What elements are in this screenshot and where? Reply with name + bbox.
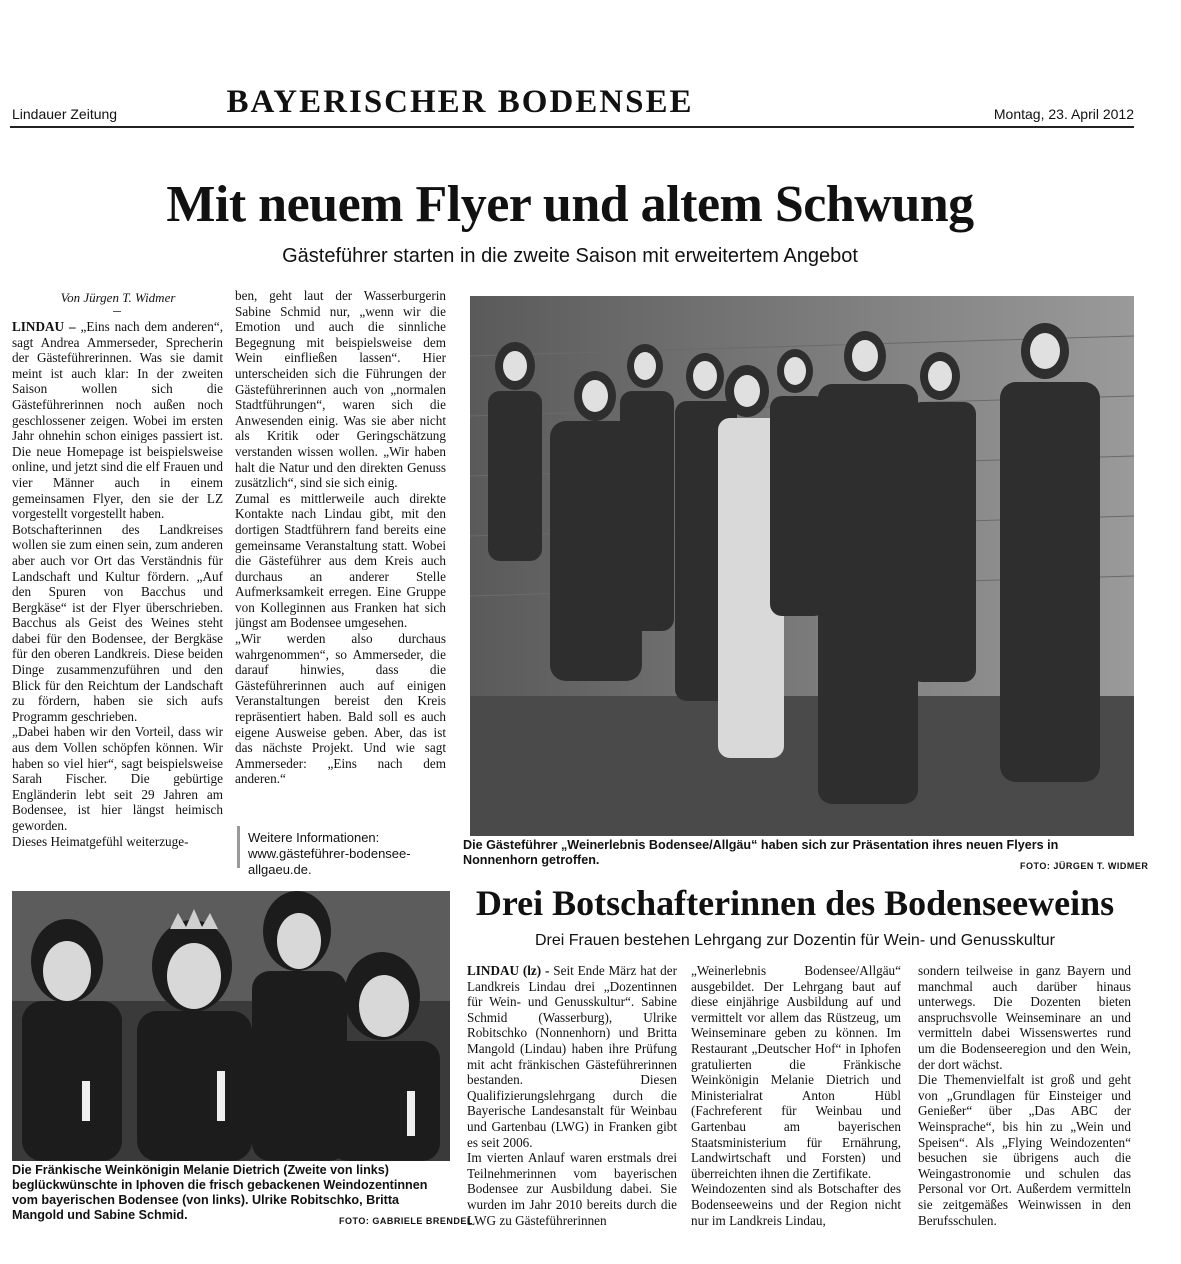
byline-ornament xyxy=(113,311,121,313)
article1-column-2 xyxy=(235,288,446,808)
issue-date: Montag, 23. April 2012 xyxy=(993,106,1134,122)
article2-photo-credit: FOTO: GABRIELE BRENDEL xyxy=(339,1216,473,1226)
group-photo xyxy=(470,296,1134,836)
article1-dateline: LINDAU – xyxy=(12,319,81,334)
article2-column-2 xyxy=(691,963,901,1233)
article1-subhead: Gästeführer starten in die zweite Saison mit erweitertem Angebot xyxy=(282,245,858,267)
info-bar xyxy=(237,826,240,868)
more-info-link[interactable]: Weitere Informationen: www.gästeführer-bodensee-allgaeu.de. xyxy=(248,830,411,877)
newspaper-name: Lindauer Zeitung xyxy=(12,106,118,122)
article2-dateline: LINDAU (lz) - xyxy=(467,963,554,978)
header-rule xyxy=(10,126,1134,128)
article2-column-1-text: Seit Ende März hat der Landkreis Lindau drei „Dozentinnen für Wein- und Genusskultur“. Sabine Schmid (Wasserburg), Ulrike Robitschko (Nonnenhorn) und Britta Mangold (Lindau) haben ihre Prüfung mit acht fränkischen Gästeführerinnen bestanden. Diesen Qualifizierungslehrgang durch die Bayerische Landesanstalt für Weinbau und Gartenbau (LWG) in Franken gibt es seit 2006. Im vierten Anlauf waren erstmals drei Teilnehmerinnen vom bayerischen Bodensee zur Ausbildung dabei. Sie wurden im Jahr 2010 bereits durch die LWG zu Gästeführerinnen xyxy=(467,963,677,1228)
article1-column-1 xyxy=(12,319,223,874)
wine-queen-photo xyxy=(12,891,450,1161)
section-title: BAYERISCHER BODENSEE xyxy=(226,84,694,120)
article2-column-2-text: „Weinerlebnis Bodensee/Allgäu“ ausgebildet. Der Lehrgang baut auf diese einjährige Ausbildung auf und vermittelt vor allem das Rüstzeug, um Weinseminare geben zu können. Im Restaurant „Deutscher Hof“ in Iphofen gratulierten die Fränkische Weinkönigin Melanie Dietrich und Ministerialrat Anton Hübl (Fachreferent für Weinbau und Gartenbau am bayerischen Staatsministerium für Ernährung, Landwirtschaft und Forsten) und überreichten ihnen die Zertifikate. Weindozenten sind als Botschafter des Bodenseeweins und der Region nicht nur im Landkreis Lindau, xyxy=(691,963,901,1228)
article1-headline: Mit neuem Flyer und altem Schwung xyxy=(166,176,974,233)
article2-headline: Drei Botschafterinnen des Bodenseeweins xyxy=(475,883,1115,923)
article2-column-1 xyxy=(467,963,677,1233)
article1-column-1-text: „Eins nach dem anderen“, sagt Andrea Ammerseder, Sprecherin der Gästeführerinnen. Was sie damit meint ist auch klar: In der zweiten Saison wollen sich die Gästeführerinnen noch außen noch geschlossener zeigen. Wobei im ersten Jahr ohnehin schon einiges passiert ist. Die neue Homepage ist beispielsweise online, und jetzt sind die elf Frauen und vier Männer auch in einem gemeinsamen Flyer, den sie der LZ vorgestellt vorgestellt haben. Botschafterinnen des Landkreises wollen sie zum einen sein, zum anderen aber auch vor Ort das Verständnis für Landschaft und Kultur fördern. „Auf den Spuren von Bacchus und Bergkäse“ ist der Flyer überschrieben. Bacchus als Geist des Weines steht dabei für den Bodensee, der Bergkäse für den oberen Landkreis. Diese beiden Dinge zusammenzuführen und den Blick für den Reichtum der Landschaft zu fördern, haben sie sich aufs Programm geschrieben. „Dabei haben wir den Vorteil, dass wir aus dem Vollen schöpfen können. Wir haben so viel hier“, sagt beispielsweise Sarah Fischer. Die gebürtige Engländerin lebt seit 29 Jahren am Bodensee, ist hier längst heimisch geworden. Dieses Heimatgefühl weiterzuge- xyxy=(12,319,223,849)
article1-byline: Von Jürgen T. Widmer xyxy=(60,290,176,305)
article2-subhead: Drei Frauen bestehen Lehrgang zur Dozentin für Wein- und Genusskultur xyxy=(535,932,1055,949)
article1-photo-credit: FOTO: JÜRGEN T. WIDMER xyxy=(1020,861,1149,871)
article2-column-3-text: sondern teilweise in ganz Bayern und manchmal auch darüber hinaus unterwegs. Die Dozenten bieten anspruchsvolle Weinseminare an und vermitteln dabei Wissenswertes rund um die Bodenseeregion und den Wein, der dort wächst. Die Themenvielfalt ist groß und geht von „Grundlagen für Einsteiger und Genießer“ über „Das ABC der Weinsprache“, bis hin zu „Wein und Speisen“. Als „Flying Weindozenten“ besuchen sie übrigens auch die Weingastronomie und schulen das Personal vor Ort. Außerdem vermitteln sie zeitgemäßes Weinwissen in den Berufsschulen. xyxy=(918,963,1131,1228)
article2-column-3 xyxy=(918,963,1131,1233)
article1-photo-caption: Die Gästeführer „Weinerlebnis Bodensee/Allgäu“ haben sich zur Präsentation ihres neuen Flyers in Nonnenhorn getroffen. xyxy=(463,838,1059,867)
article2-photo-caption: Die Fränkische Weinkönigin Melanie Dietrich (Zweite von links) beglückwünschte in Iphoven die frisch gebackenen Weindozentinnen vom bayerischen Bodensee (von links). Ulrike Robitschko, Britta Mangold und Sabine Schmid. xyxy=(12,1163,428,1222)
article1-column-2-text: ben, geht laut der Wasserburgerin Sabine Schmid nur, „wenn wir die Emotion und auch die sinnliche Begegnung mit beispielsweise dem Wein einfließen lassen“. Hier unterscheiden sich die Führungen der Gästeführerinnen auch von „normalen Stadtführungen“, waren sich die Anwesenden einig. Was sie aber nicht als Kritik oder Geringschätzung verstanden wissen wollen. „Wir haben halt die Natur und den direkten Genuss zusätzlich“, sind sie sich einig. Zumal es mittlerweile auch direkte Kontakte nach Lindau gibt, mit den dortigen Stadtführern fand bereits eine gemeinsame Veranstaltung statt. Wobei die Gästeführer aus dem Kreis auch durchaus an anderer Stelle Aufmerksamkeit erregen. Eine Gruppe von Kolleginnen aus Franken hat sich jüngst am Bodensee umgesehen. „Wir werden also durchaus wahrgenommen“, so Ammerseder, die darauf hinwies, dass die Gästeführerinnen auch auf einigen Veranstaltungen bereist den Kreis repräsentiert haben. Bald soll es auch eigene Ausweise geben. Aber, das ist das nächste Projekt. Und wie sagt Ammerseder: „Eins nach dem anderen.“ xyxy=(235,288,446,787)
